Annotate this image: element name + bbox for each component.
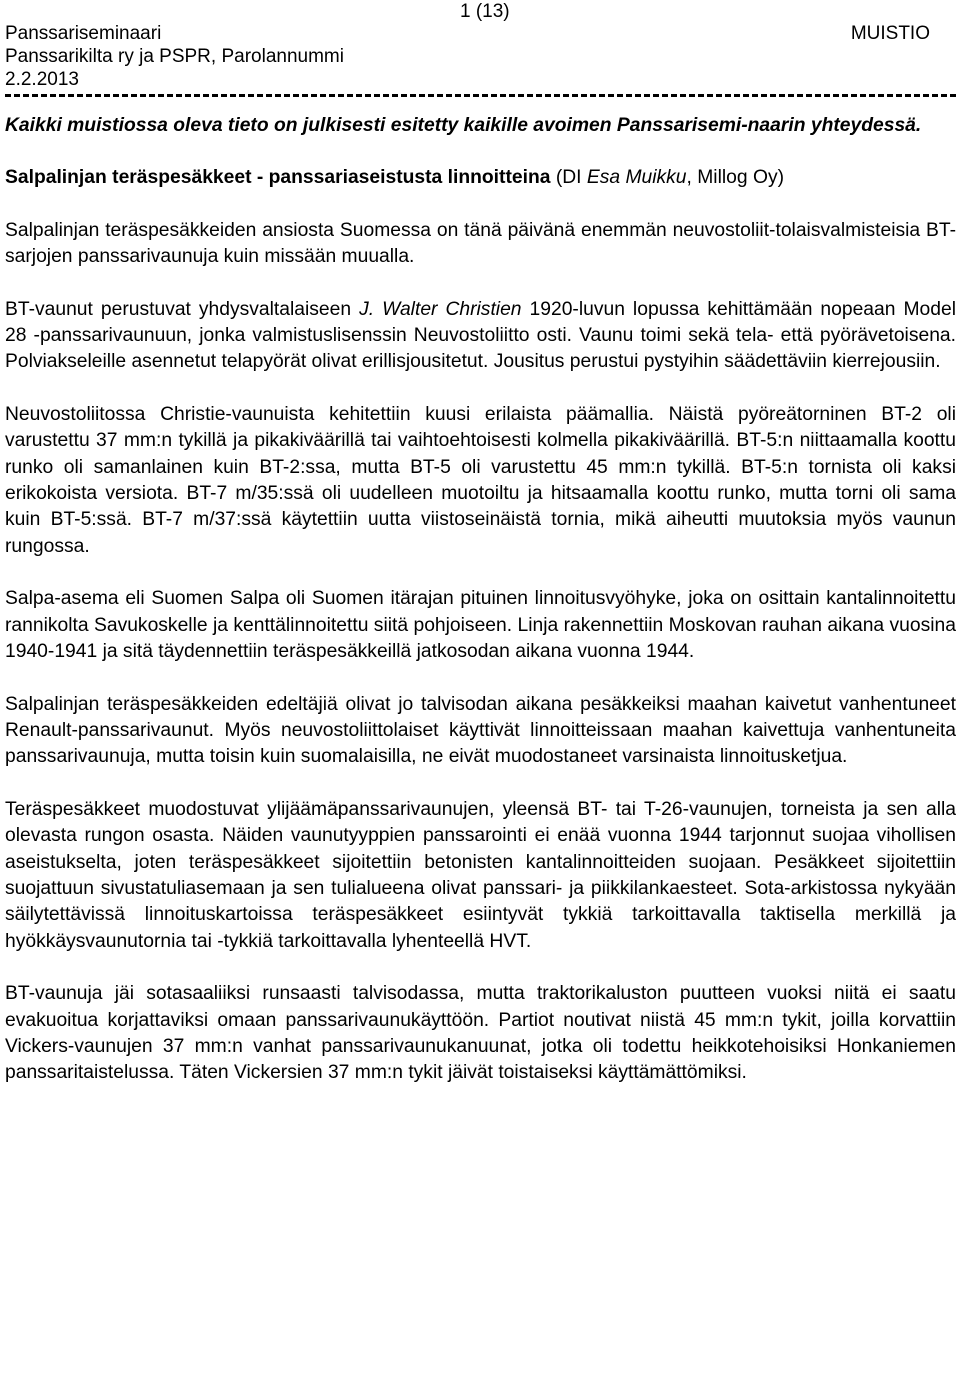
- memo-body: [5, 113, 956, 1113]
- speaker-name: Esa Muikku: [586, 167, 687, 189]
- paragraph-5: Salpalinjan teräspesäkkeiden edeltäjiä olivat jo talvisodan aikana pesäkkeiksi maahan kaivetut vanhentuneet Renault-panssarivaunut. Myös neuvostoliittolaiset käyttivät linnoitteissaan maahan kaivettuja vanhentuneita panssarivaunuja, mutta toisin kuin suomalaisilla, ne eivät muodostaneet varsinaista linnoitusketjua.: [5, 693, 956, 768]
- paragraph-2-start: BT-vaunut perustuvat yhdysvaltalaiseen: [5, 298, 352, 320]
- seminar-name: Panssariseminaari: [5, 23, 162, 44]
- document-type: MUISTIO: [850, 23, 930, 44]
- document-header: [5, 0, 956, 110]
- organizer-line: Panssarikilta ry ja PSPR, Parolannummi: [5, 46, 344, 67]
- paragraph-2-rest: 1920-luvun lopussa kehittämään nopeaan Model 28 -panssarivaunuun, jonka valmistuslisenssin Neuvostoliitto osti. Vaunu toimi sekä tela- että pyörävetoisena. Polviakseleille asennetut telapyörät olivat erillisjousitetut. Jousitus perustui pystyihin säädettäviin kierrejousiin.: [5, 298, 956, 373]
- paragraph-1: Salpalinjan teräspesäkkeiden ansiosta Suomessa on tänä päivänä enemmän neuvostoliit-tolaisvalmisteisia BT-sarjojen panssarivaunuja kuin missään muualla.: [5, 219, 956, 268]
- paragraph-7: BT-vaunuja jäi sotasaaliiksi runsaasti talvisodassa, mutta traktorikaluston puutteen vuoksi niitä ei saatu evakuoitua korjattaviksi omaan panssarivaunukäyttöön. Partiot noutivat niistä 45 mm:n tykit, joilla korvattiin Vickers-vaunujen 37 mm:n vanhat panssarivaunukanuunat, jotka oli todettu heikkotehoisiksi Honkaniemen panssaritaistelussa. Täten Vickersien 37 mm:n tykit jäivät toistaiseksi käyttämättömiksi.: [5, 983, 956, 1084]
- paragraph-6: Teräspesäkkeet muodostuvat ylijäämäpanssarivaunujen, yleensä BT- tai T-26-vaunujen, torneista ja sen alla olevasta rungon osasta. Näiden vaunutyyppien panssarointi ei enää vuonna 1944 tarjonnut suojaa vihollisen aseistukselta, joten teräspesäkkeet sijoitettiin betonisten kantalinnoitteiden suojaan. Pesäkkeet sijoitettiin suojattuun sivustatuliasemaan ja sen tulialueena olivat panssari- ja piikkilankaesteet. Sota-arkistossa nykyään säilytettävissä linnoituskartoissa teräspesäkkeet esiintyvät tykkiä tarkoittavalla taktisella merkillä ja hyökkäysvaunutornia tai -tykkiä tarkoittavalla lyhenteellä HVT.: [5, 798, 956, 952]
- paragraph-3: Neuvostoliitossa Christie-vaunuista kehitettiin kuusi erilaista päämallia. Näistä pyöreätorninen BT-2 oli varustettu 37 mm:n tykillä ja pikakiväärillä tai vaihtoehtoisesti kolmella pikakiväärillä. BT-5:n niittaamalla koottu runko oli samanlainen kuin BT-2:ssa, mutta BT-5 oli varustettu 45 mm:n tykillä. BT-5:n tornista oli kaksi erikokoista versiota. BT-7 m/35:ssä oli uudelleen muotoiltu ja hitsaamalla koottu runko, mutta torni oli sama kuin BT-5:ssä. BT-7 m/37:ssä käytettiin uutta viistoseinäistä tornia, mikä aiheutti muutoksia myös vaunun rungossa.: [5, 403, 956, 557]
- presentation-title-rest: , Millog Oy): [686, 167, 785, 189]
- presentation-title-open: (DI: [555, 167, 582, 189]
- paragraph-2: [5, 297, 956, 376]
- header-dashed-rule: [5, 94, 956, 97]
- organization-block: [5, 22, 344, 91]
- document-date: 2.2.2013: [5, 69, 79, 90]
- designer-name: J. Walter Christien: [359, 298, 522, 320]
- paragraph-4: Salpa-asema eli Suomen Salpa oli Suomen itärajan pituinen linnoitusvyöhyke, joka on osittain kantalinnoitettu rannikolta Savukoskelle ja kenttälinnoitettu siitä pohjoiseen. Linja rakennettiin Moskovan rauhan aikana vuosina 1940-1941 ja sitä täydennettiin teräspesäkkeillä jatkosodan aikana vuonna 1944.: [5, 588, 956, 663]
- page-number: 1 (13): [460, 1, 510, 22]
- presentation-title-main: Salpalinjan teräspesäkkeet - panssariaseistusta linnoitteina: [5, 167, 551, 189]
- public-notice: Kaikki muistiossa oleva tieto on julkisesti esitetty kaikille avoimen Panssarisemi-naarin yhteydessä.: [5, 115, 922, 136]
- presentation-title: [5, 165, 956, 191]
